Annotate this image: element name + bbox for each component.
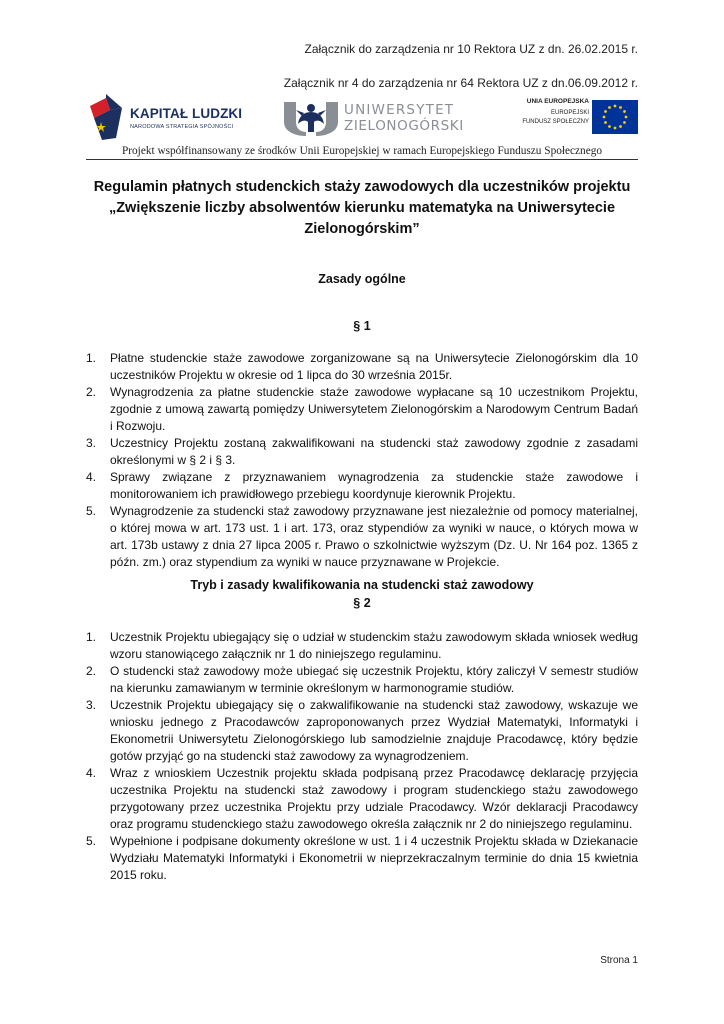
list-item-text: O studencki staż zawodowy może ubiegać się uczestnik Projektu, który zaliczył V semestr studiów na kierunku zamawianym w terminie określonym w harmonogramie studiów. — [110, 664, 638, 695]
eu-flag-icon — [592, 100, 638, 134]
attachment-reference-2: Załącznik nr 4 do zarządzenia nr 64 Rektora UZ z dn.06.09.2012 r. — [283, 76, 638, 90]
header-divider — [86, 159, 638, 160]
list-item-number: 2. — [86, 385, 97, 399]
uz-eagle-emblem-icon — [282, 98, 340, 138]
kapital-ludzki-title: KAPITAŁ LUDZKI — [130, 106, 243, 121]
list-item-number: 5. — [86, 834, 97, 848]
list-item — [86, 503, 638, 571]
list-item-text: Płatne studenckie staże zawodowe zorganizowane są na Uniwersytecie Zielonogórskim dla 10 uczestników Projektu w okresie od 1 lipca do 30 września 2015r. — [110, 351, 638, 382]
list-item-number: 3. — [86, 698, 97, 712]
list-item — [86, 697, 638, 765]
list-item-text: Uczestnik Projektu ubiegający się o udział w studenckim stażu zawodowym składa wniosek według wzoru stanowiącego załącznik nr 1 do niniejszego regulaminu. — [110, 630, 638, 661]
eu-social-fund-logo — [510, 98, 638, 138]
eu-label-line-2: EUROPEJSKI — [550, 110, 589, 116]
list-item — [86, 384, 638, 435]
list-item — [86, 435, 638, 469]
uz-name-line-1: UNIWERSYTET — [344, 102, 455, 118]
page-number: Strona 1 — [600, 955, 638, 966]
list-item-number: 3. — [86, 436, 97, 450]
list-item-text: Uczestnicy Projektu zostaną zakwalifikowani na studencki staż zawodowy zgodnie z zasadami określonymi w § 2 i § 3. — [110, 436, 638, 467]
paragraph-1-list — [86, 350, 638, 571]
list-item — [86, 469, 638, 503]
list-item-number: 4. — [86, 766, 97, 780]
list-item-number: 2. — [86, 664, 97, 678]
paragraph-number-2: § 2 — [353, 596, 371, 610]
list-item-number: 5. — [86, 504, 97, 518]
list-item-text: Sprawy związane z przyznawaniem wynagrodzenia za studenckie staże zawodowe i monitorowaniem ich prawidłowego przebiegu koordynuje kierownik Projektu. — [110, 470, 638, 501]
list-item-text: Wynagrodzenie za studencki staż zawodowy przyznawane jest niezależnie od pomocy materialnej, o której mowa w art. 173 ust. 1 i art. 173, oraz stypendiów za wyniki w nauce, o których mowa w art. 173b ustawy z dnia 27 lipca 2005 r. Prawo o szkolnictwie wyższym (Dz. U. Nr 164 poz. 1365 z późn. zm.) oraz stypendium za wyniki w nauce przyznawane w Projekcie. — [110, 504, 638, 569]
eu-label-line-3: FUNDUSZ SPOŁECZNY — [522, 119, 589, 125]
attachment-reference-1: Załącznik do zarządzenia nr 10 Rektora UZ z dn. 26.02.2015 r. — [304, 42, 638, 56]
logo-bar — [86, 92, 638, 142]
list-item-number: 1. — [86, 351, 97, 365]
list-item — [86, 350, 638, 384]
section-heading-qualification: Tryb i zasady kwalifikowania na studencki staż zawodowy — [190, 578, 534, 592]
list-item-number: 1. — [86, 630, 97, 644]
list-item-text: Wraz z wnioskiem Uczestnik projektu składa podpisaną przez Pracodawcę deklarację przyjęcia uczestnika Projektu na studencki staż zawodowy i program studenckiego stażu zawodowego przygotowany przez uczestnika Projektu przy udziale Pracodawcy. Wzór deklaracji Pracodawcy oraz programu studenckiego stażu zawodowego określa załącznik nr 2 do niniejszego regulaminu. — [110, 766, 638, 831]
list-item-text: Wynagrodzenia za płatne studenckie staże zawodowe wypłacane są 10 uczestnikom Projektu, zgodnie z umową zawartą pomiędzy Uniwersytetem Zielonogórskim a Narodowym Centrum Badań i Rozwoju. — [110, 385, 638, 433]
list-item — [86, 629, 638, 663]
list-item — [86, 663, 638, 697]
kapital-ludzki-logo — [86, 92, 251, 142]
uz-name-line-2: ZIELONOGÓRSKI — [344, 118, 464, 134]
kapital-ludzki-emblem-icon — [86, 92, 126, 142]
list-item — [86, 765, 638, 833]
uniwersytet-zielonogorski-logo — [282, 98, 482, 138]
paragraph-2-list — [86, 629, 638, 884]
list-item-text: Wypełnione i podpisane dokumenty określone w ust. 1 i 4 uczestnik Projektu składa w Dziekanacie Wydziału Matematyki Informatyki i Ekonometrii w nieprzekraczalnym terminie do dnia 15 kwietnia 2015 roku. — [110, 834, 638, 882]
document-title: Regulamin płatnych studenckich staży zawodowych dla uczestników projektu „Zwiększenie liczby absolwentów kierunku matematyka na Uniwersytecie Zielonogórskim” — [93, 179, 631, 237]
list-item-number: 4. — [86, 470, 97, 484]
cofinancing-statement: Projekt współfinansowany ze środków Unii Europejskiej w ramach Europejskiego Funduszu Społecznego — [121, 145, 603, 157]
eu-label-line-1: UNIA EUROPEJSKA — [526, 98, 589, 105]
paragraph-number-1: § 1 — [353, 319, 371, 333]
list-item-text: Uczestnik Projektu ubiegający się o zakwalifikowanie na studencki staż zawodowy, wskazuje we wniosku jednego z Pracodawców zaproponowanych przez Wydział Matematyki, Informatyki i Ekonometrii Uniwersytetu Zielonogórskiego lub samodzielnie znajduje Pracodawcę, który będzie gotów przyjąć go na studencki staż zawodowy za wynagrodzeniem. — [110, 698, 638, 763]
list-item — [86, 833, 638, 884]
kapital-ludzki-subtitle: NARODOWA STRATEGIA SPÓJNOŚCI — [130, 124, 234, 130]
section-heading-general-rules: Zasady ogólne — [318, 272, 406, 286]
